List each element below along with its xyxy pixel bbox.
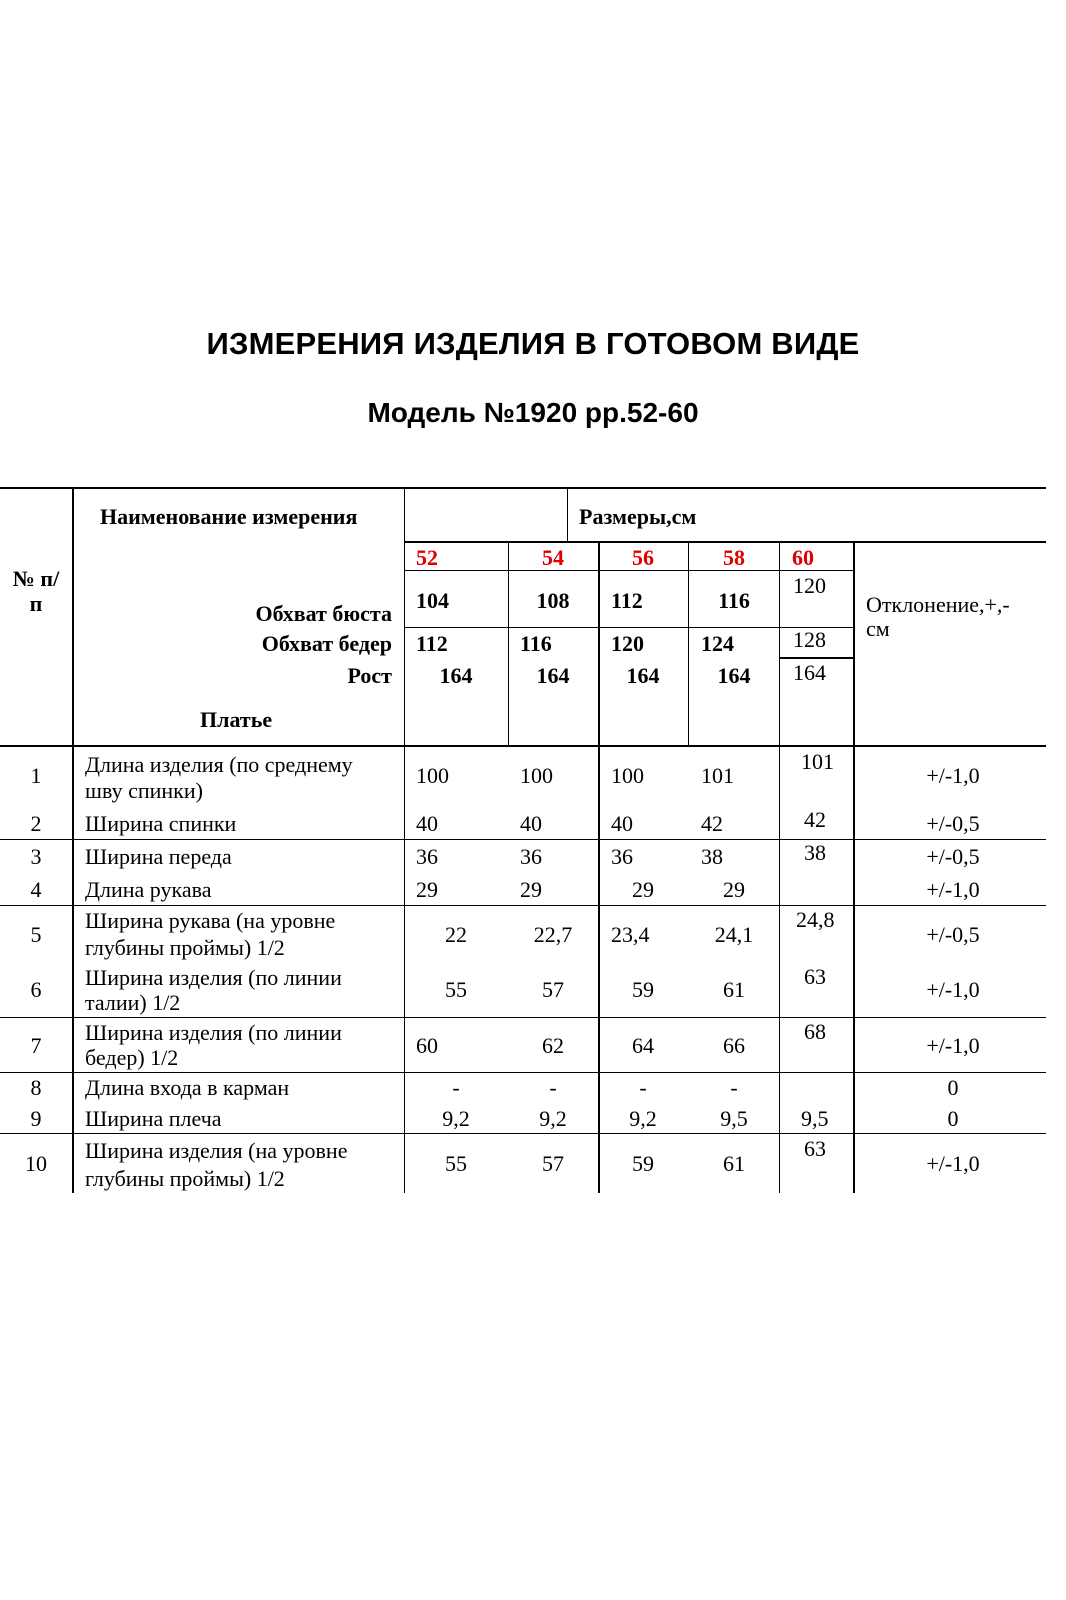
row-value: 40	[416, 811, 438, 836]
row-number: 2	[30, 811, 42, 836]
deviation-header: Отклонение,+,- см	[866, 592, 1010, 641]
row-number: 9	[30, 1106, 42, 1131]
table-line	[508, 542, 509, 747]
row-name: Ширина спинки	[85, 811, 237, 836]
height-value: 164	[717, 663, 751, 688]
row-value: 22	[445, 922, 467, 947]
row-value: 61	[723, 1151, 745, 1176]
row-value: 57	[542, 977, 564, 1002]
height-value: 164	[626, 663, 660, 688]
row-value: 100	[416, 763, 449, 788]
table-line	[0, 487, 1046, 489]
col-num-header: № п/п	[12, 566, 60, 616]
row-value: 9,2	[442, 1106, 470, 1131]
table-line	[779, 657, 854, 659]
row-value: 29	[723, 877, 745, 902]
sizes-header: Размеры,см	[579, 504, 697, 529]
row-value: 40	[611, 811, 633, 836]
row-deviation: +/-0,5	[926, 811, 980, 836]
hips-value: 112	[416, 631, 448, 656]
row-name: Ширина плеча	[85, 1106, 222, 1131]
row-deviation: 0	[947, 1075, 959, 1100]
row-name: Ширина рукава (на уровне глубины проймы) 1/2	[85, 908, 336, 960]
row-value: 36	[520, 844, 542, 869]
row-number: 1	[30, 763, 42, 788]
table-line	[404, 541, 1046, 543]
row-value: -	[549, 1075, 557, 1100]
row-value: 29	[632, 877, 654, 902]
hips-value: 124	[701, 631, 734, 656]
hips-value: 116	[520, 631, 552, 656]
row-value: 29	[416, 877, 438, 902]
row-name: Ширина изделия (на уровне глубины проймы) 1/2	[85, 1138, 348, 1191]
table-line	[853, 542, 855, 1193]
row-value: 100	[520, 763, 553, 788]
row-value: -	[730, 1075, 738, 1100]
row-value: 68	[804, 1019, 826, 1044]
model-subtitle: Модель №1920 рр.52-60	[367, 397, 699, 428]
size-label: 52	[416, 545, 438, 570]
table-line	[404, 570, 854, 571]
row-value: 59	[632, 977, 654, 1002]
row-deviation: +/-0,5	[926, 922, 980, 947]
bust-value: 104	[416, 588, 449, 613]
table-line	[0, 839, 1046, 840]
hips-value: 128	[793, 627, 826, 652]
bust-value: 112	[611, 588, 643, 613]
row-deviation: 0	[947, 1106, 959, 1131]
row-name: Ширина изделия (по линии талии) 1/2	[85, 965, 342, 1015]
hips-label: Обхват бедер	[261, 631, 392, 656]
page-title: ИЗМЕРЕНИЯ ИЗДЕЛИЯ В ГОТОВОМ ВИДЕ	[206, 326, 860, 361]
table-line	[598, 542, 600, 1193]
row-value: 55	[445, 1151, 467, 1176]
row-number: 7	[30, 1033, 42, 1058]
row-name: Ширина изделия (по линии бедер) 1/2	[85, 1020, 342, 1070]
row-deviation: +/-1,0	[926, 977, 980, 1002]
row-value: 59	[632, 1151, 654, 1176]
table-line	[0, 1072, 1046, 1073]
row-value: 60	[416, 1033, 438, 1058]
row-value: 55	[445, 977, 467, 1002]
row-value: 9,5	[801, 1106, 829, 1131]
bust-label: Обхват бюста	[255, 601, 392, 626]
table-line	[0, 745, 1046, 747]
row-value: 42	[701, 811, 723, 836]
row-value: 23,4	[611, 922, 650, 947]
row-name: Ширина переда	[85, 844, 232, 869]
table-line	[0, 1017, 1046, 1018]
row-value: 64	[632, 1033, 654, 1058]
table-line	[72, 488, 74, 1193]
table-line	[688, 542, 689, 747]
row-value: -	[452, 1075, 460, 1100]
row-value: 40	[520, 811, 542, 836]
row-deviation: +/-1,0	[926, 1033, 980, 1058]
row-value: 38	[701, 844, 723, 869]
row-value: 63	[804, 964, 826, 989]
row-number: 5	[30, 922, 42, 947]
row-value: 100	[611, 763, 644, 788]
row-value: 101	[701, 763, 734, 788]
row-value: 62	[542, 1033, 564, 1058]
height-label: Рост	[347, 663, 392, 688]
col-name-header: Наименование измерения	[100, 504, 358, 529]
row-deviation: +/-1,0	[926, 763, 980, 788]
row-number: 10	[25, 1151, 47, 1176]
row-name: Длина рукава	[85, 877, 212, 902]
row-number: 3	[30, 844, 42, 869]
row-value: 36	[416, 844, 438, 869]
row-deviation: +/-1,0	[926, 877, 980, 902]
height-value: 164	[536, 663, 570, 688]
size-label: 54	[542, 545, 564, 570]
table-line	[404, 488, 405, 1193]
row-deviation: +/-0,5	[926, 844, 980, 869]
row-value: 66	[723, 1033, 745, 1058]
row-value: 63	[804, 1136, 826, 1161]
bust-value: 108	[536, 588, 570, 613]
row-number: 6	[30, 977, 42, 1002]
row-value: 9,5	[720, 1106, 748, 1131]
row-number: 4	[30, 877, 42, 902]
table-line	[404, 627, 854, 628]
garment-label: Платье	[200, 707, 273, 732]
row-number: 8	[30, 1075, 42, 1100]
row-value: 24,1	[714, 922, 754, 947]
row-value: 9,2	[629, 1106, 657, 1131]
row-value: 9,2	[539, 1106, 567, 1131]
row-value: 36	[611, 844, 633, 869]
row-value: 101	[801, 749, 834, 774]
size-label: 56	[632, 545, 654, 570]
table-line	[567, 488, 568, 541]
row-value: 42	[804, 807, 826, 832]
bust-value: 120	[793, 573, 826, 598]
height-value: 164	[793, 660, 826, 685]
height-value: 164	[439, 663, 473, 688]
bust-value: 116	[718, 588, 750, 613]
row-value: 22,7	[533, 922, 573, 947]
row-name: Длина изделия (по среднему шву спинки)	[85, 752, 353, 803]
row-value: 38	[804, 840, 826, 865]
size-label: 60	[792, 545, 814, 570]
hips-value: 120	[611, 631, 644, 656]
table-line	[0, 1133, 1046, 1134]
row-value: 29	[520, 877, 542, 902]
table-line	[0, 905, 1046, 906]
row-value: -	[639, 1075, 647, 1100]
size-label: 58	[723, 545, 745, 570]
table-line	[779, 542, 780, 1193]
row-deviation: +/-1,0	[926, 1151, 980, 1176]
row-value: 24,8	[796, 907, 835, 932]
row-name: Длина входа в карман	[85, 1075, 290, 1100]
row-value: 57	[542, 1151, 564, 1176]
row-value: 61	[723, 977, 745, 1002]
